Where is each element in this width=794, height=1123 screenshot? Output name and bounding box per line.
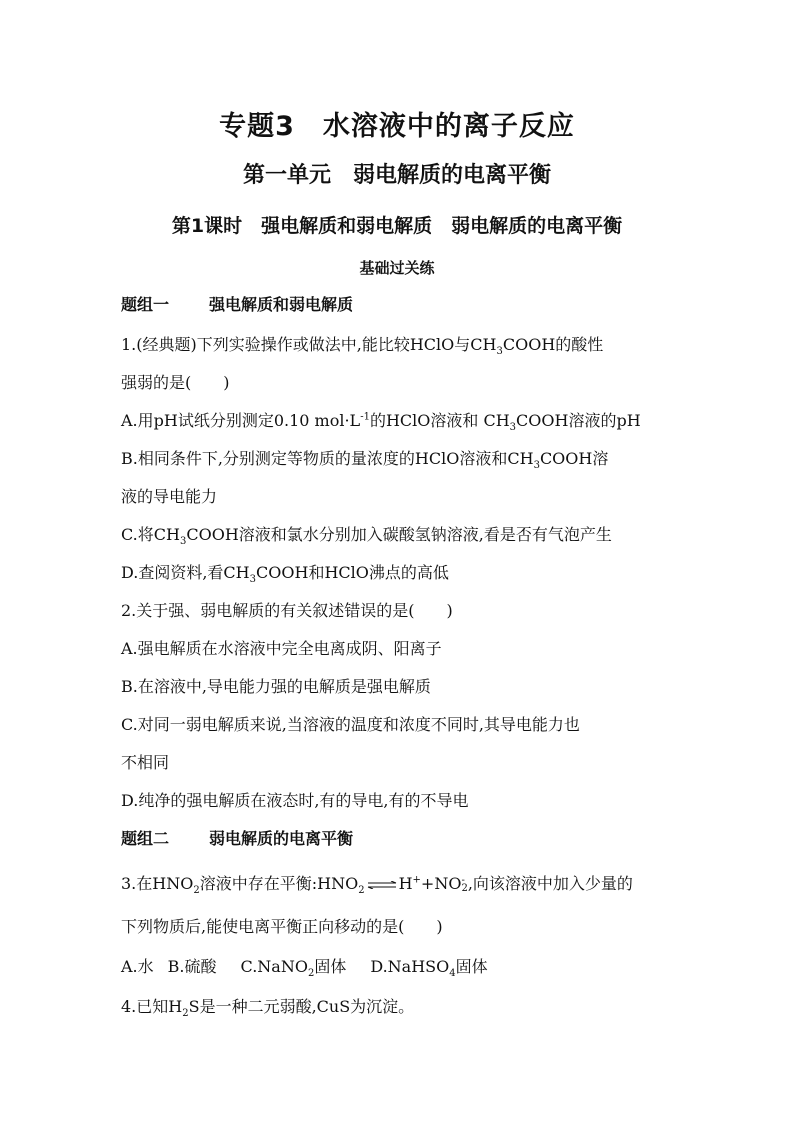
- q3-option-d: D.NaHSO$_4$固体: [370, 957, 488, 980]
- group2-label: 题组二: [121, 829, 170, 848]
- group2-title: 弱电解质的电离平衡: [209, 829, 354, 848]
- q3-option-c: C.NaNO$_2$固体: [240, 957, 347, 980]
- group2-heading: [121, 829, 681, 849]
- q2-option-a: A.强电解质在水溶液中完全电离成阴、阳离子: [121, 639, 442, 658]
- q1-option-c: C.将$CH_3COOH$溶液和氯水分别加入碳酸氢钠溶液,看是否有气泡产生: [121, 525, 612, 548]
- q1-option-a: A.用pH试纸分别测定0.10 $mol\cdot L^{-1}$的HClO溶液和 $CH_3COOH$溶液的pH: [121, 411, 641, 434]
- q3-option-b: B.硫酸: [167, 957, 217, 976]
- q1-option-b-line2: 液的导电能力: [121, 487, 218, 506]
- group1-heading: [121, 295, 681, 315]
- q1-stem-line2: 强弱的是( ): [121, 373, 230, 392]
- q2-option-c-line2: 不相同: [121, 753, 170, 772]
- section-title: 基础过关练: [359, 259, 435, 277]
- q3-options: [121, 957, 681, 980]
- equilibrium-arrow-icon: [367, 881, 397, 889]
- q2-stem: 2.关于强、弱电解质的有关叙述错误的是( ): [121, 601, 453, 620]
- q3-stem-line1: 3.在$HNO_2$溶液中存在平衡$:HNO_2$ H++NO - 2 ,向该溶液中加入少量的: [121, 874, 633, 897]
- q2-option-d: D.纯净的强电解质在液态时,有的导电,有的不导电: [121, 791, 469, 810]
- q3-stem-line2: 下列物质后,能使电离平衡正向移动的是( ): [121, 917, 443, 936]
- q1-stem-line1: 1.(经典题)下列实验操作或做法中,能比较HClO与$CH_3COOH$的酸性: [121, 335, 604, 358]
- topic-title: 专题3 水溶液中的离子反应: [219, 111, 575, 142]
- q2-option-b: B.在溶液中,导电能力强的电解质是强电解质: [121, 677, 431, 696]
- q3-option-a: A.水: [121, 957, 154, 976]
- lesson-title: 第1课时 强电解质和弱电解质 弱电解质的电离平衡: [171, 215, 623, 237]
- q1-option-b-line1: B.相同条件下,分别测定等物质的量浓度的HClO溶液和$CH_3COOH$溶: [121, 449, 609, 472]
- q2-option-c-line1: C.对同一弱电解质来说,当溶液的温度和浓度不同时,其导电能力也: [121, 715, 580, 734]
- q4-stem: 4.已知$H_2S$是一种二元弱酸,CuS为沉淀。: [121, 997, 415, 1020]
- group1-title: 强电解质和弱电解质: [209, 295, 354, 314]
- group1-label: 题组一: [121, 295, 170, 314]
- q1-option-d: D.查阅资料,看$CH_3COOH$和HClO沸点的高低: [121, 563, 449, 586]
- unit-title: 第一单元 弱电解质的电离平衡: [242, 163, 551, 188]
